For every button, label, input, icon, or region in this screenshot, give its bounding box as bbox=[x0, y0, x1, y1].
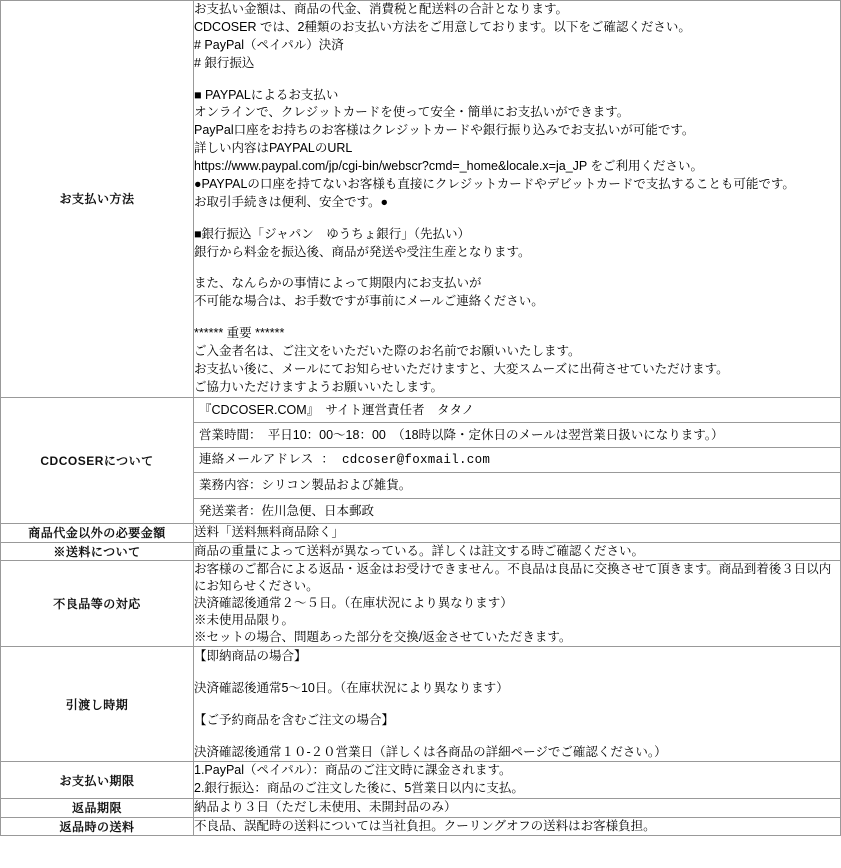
about-email-line: 連絡メールアドレス ： cdcoser@foxmail.com bbox=[194, 448, 840, 473]
row-label-extra-fees: 商品代金以外の必要金額 bbox=[1, 523, 194, 542]
text-line: お客様のご都合による返品・返金はお受けできません。不良品は良品に交換させて頂きます。商品到着後３日以内にお知らせください。 bbox=[194, 562, 832, 594]
text-line: ご協力いただけますようお願いいたします。 bbox=[194, 379, 444, 394]
list-item bbox=[194, 473, 840, 498]
row-label-payment-deadline: お支払い期限 bbox=[1, 762, 194, 799]
about-cdcoser-subtable bbox=[194, 398, 840, 523]
text-line: 納品より３日（ただし未使用、未開封品のみ） bbox=[194, 799, 457, 814]
text-line: オンラインで、クレジットカードを使って安全・簡単にお支払いができます。 bbox=[194, 105, 630, 120]
table-row-payment-method bbox=[1, 1, 841, 398]
text-line-blank bbox=[194, 73, 840, 87]
text-line: 送料「送料無料商品除く」 bbox=[194, 524, 345, 539]
text-line: ご入金者名は、ご注文をいただいた際のお名前でお願いいたします。 bbox=[194, 344, 581, 358]
row-content-delivery-time bbox=[194, 646, 841, 762]
row-label-return-shipping: 返品時の送料 bbox=[1, 817, 194, 836]
text-line: ■ PAYPALによるお支払い bbox=[194, 87, 339, 102]
text-line: 2.銀行振込：商品のご注文した後に、5営業日以内に支払。 bbox=[194, 781, 524, 795]
row-content-about-cdcoser bbox=[194, 397, 841, 523]
table-row-delivery-time bbox=[1, 646, 841, 762]
list-item bbox=[194, 448, 840, 473]
text-line-blank bbox=[194, 311, 840, 325]
text-line: # 銀行振込 bbox=[194, 55, 255, 70]
table-row-about-cdcoser bbox=[1, 397, 841, 523]
row-content-shipping-note bbox=[194, 542, 841, 561]
text-line: 1.PayPal（ペイパル）：商品のご注文時に課金されます。 bbox=[194, 763, 512, 778]
row-label-delivery-time: 引渡し時期 bbox=[1, 646, 194, 762]
text-line: また、なんらかの事情によって期限内にお支払いが bbox=[194, 276, 482, 291]
text-line: 決済確認後通常２～５日。（在庫状況により異なります） bbox=[194, 596, 513, 611]
about-line: 『CDCOSER.COM』 サイト運営責任者 タタノ bbox=[194, 398, 840, 423]
text-line: 決済確認後通常１０-２０営業日（詳しくは各商品の詳細ページでご確認ください。） bbox=[194, 745, 667, 760]
text-line: ※セットの場合、問題あった部分を交換/返金させていただきます。 bbox=[194, 629, 572, 644]
text-line: # PayPal（ペイパル）決済 bbox=[194, 37, 344, 52]
about-line: 営業時間： 平日10：00～18：00 （18時以降・定休日のメールは翌営業日扱いになります。） bbox=[194, 422, 840, 447]
row-label-defective: 不良品等の対応 bbox=[1, 561, 194, 646]
text-line-blank bbox=[194, 697, 840, 711]
text-line: 銀行から料金を振込後、商品が発送や受注生産となります。 bbox=[194, 244, 531, 259]
list-item bbox=[194, 498, 840, 523]
row-content-return-deadline bbox=[194, 798, 841, 817]
row-content-return-shipping bbox=[194, 817, 841, 836]
row-content-defective bbox=[194, 561, 841, 646]
text-line-blank bbox=[194, 729, 840, 743]
about-line: 業務内容：シリコン製品および雑貨。 bbox=[194, 473, 840, 498]
text-line: 【ご予約商品を含むご注文の場合】 bbox=[194, 713, 395, 727]
row-label-shipping-note: ※送料について bbox=[1, 542, 194, 561]
table-row-defective bbox=[1, 561, 841, 646]
paypal-url-line[interactable]: https://www.paypal.com/jp/cgi-bin/webscr?cmd=_home&locale.x=ja_JP をご利用ください。 bbox=[194, 159, 703, 173]
text-line: ****** 重要 ****** bbox=[194, 326, 285, 341]
text-line-blank bbox=[194, 261, 840, 275]
text-line: お支払い金額は、商品の代金、消費税と配送料の合計となります。 bbox=[194, 2, 569, 16]
about-line: 発送業者：佐川急便、日本郵政 bbox=[194, 498, 840, 523]
row-content-payment-deadline bbox=[194, 762, 841, 799]
text-line: ■銀行振込「ジャパン ゆうちょ銀行」（先払い） bbox=[194, 226, 471, 241]
table-row-shipping-note bbox=[1, 542, 841, 561]
text-line: お支払い後に、メールにてお知らせいただけますと、大変スムーズに出荷させていただけます。 bbox=[194, 361, 729, 376]
text-line: 不可能な場合は、お手数ですが事前にメールご連絡ください。 bbox=[194, 294, 544, 309]
text-line: ※未使用品限り。 bbox=[194, 613, 295, 627]
text-line: 【即納商品の場合】 bbox=[194, 648, 307, 663]
table-row-extra-fees bbox=[1, 523, 841, 542]
text-line: ●PAYPALの口座を持てないお客様も直接にクレジットカードやデビットカードで支払することも可能です。 bbox=[194, 176, 795, 191]
text-line-blank bbox=[194, 212, 840, 226]
text-line: 不良品、誤配時の送料については当社負担。クーリングオフの送料はお客様負担。 bbox=[194, 818, 656, 833]
table-row-return-deadline bbox=[1, 798, 841, 817]
list-item bbox=[194, 422, 840, 447]
text-line: お取引手続きは便利、安全です。● bbox=[194, 194, 389, 209]
row-content-extra-fees bbox=[194, 523, 841, 542]
row-label-return-deadline: 返品期限 bbox=[1, 798, 194, 817]
row-label-payment-method: お支払い方法 bbox=[1, 1, 194, 398]
text-line: 決済確認後通常5～10日。（在庫状況により異なります） bbox=[194, 680, 509, 695]
row-label-about-cdcoser: CDCOSERについて bbox=[1, 397, 194, 523]
text-line: CDCOSER では、2種類のお支払い方法をご用意しております。以下をご確認ください。 bbox=[194, 19, 691, 34]
row-content-payment-method bbox=[194, 1, 841, 398]
text-line: PayPal口座をお持ちのお客様はクレジットカードや銀行振り込みでお支払いが可能です。 bbox=[194, 123, 695, 138]
list-item bbox=[194, 398, 840, 423]
text-line: 詳しい内容はPAYPALのURL bbox=[194, 141, 353, 156]
text-line-blank bbox=[194, 665, 840, 679]
table-row-payment-deadline bbox=[1, 762, 841, 799]
text-line: 商品の重量によって送料が異なっている。詳しくは註文する時ご確認ください。 bbox=[194, 543, 645, 558]
table-row-return-shipping bbox=[1, 817, 841, 836]
